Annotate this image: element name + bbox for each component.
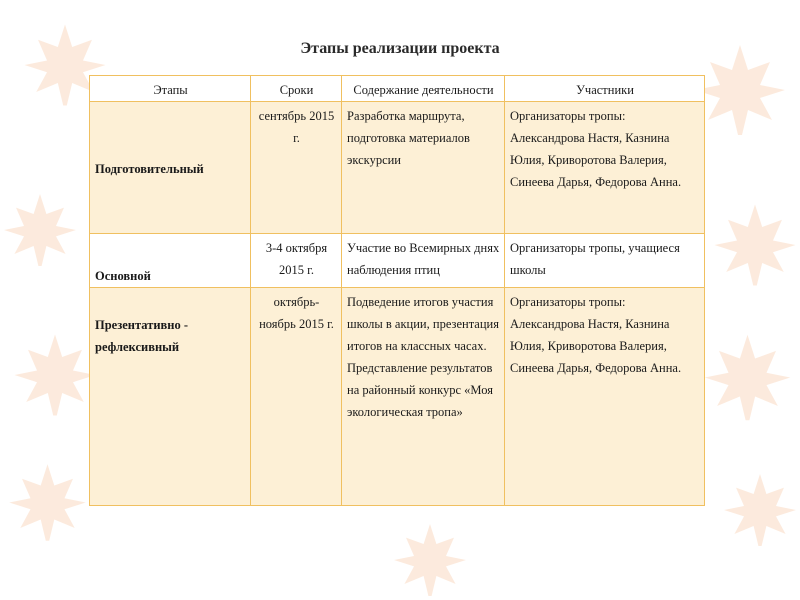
participants-cell: Организаторы тропы: Александрова Настя, Казнина Юлия, Криворотова Валерия, Синеева Дарья, Федорова Анна.	[505, 102, 705, 234]
content-cell: Разработка маршрута, подготовка материалов экскурсии	[342, 102, 505, 234]
header-stages: Этапы	[90, 76, 251, 102]
content-cell: Подведение итогов участия школы в акции, презентация итогов на классных часах. Представление результатов на районный конкурс «Моя экологическая тропа»	[342, 288, 505, 506]
stage-cell: Подготовительный	[90, 102, 251, 234]
maple-leaf-icon	[710, 200, 800, 290]
table-row	[90, 288, 705, 506]
maple-leaf-icon	[720, 470, 800, 550]
maple-leaf-icon	[390, 520, 470, 600]
project-stages-table	[89, 75, 705, 506]
header-participants: Участники	[505, 76, 705, 102]
dates-cell: 3-4 октября 2015 г.	[251, 234, 342, 288]
participants-cell: Организаторы тропы, учащиеся школы	[505, 234, 705, 288]
stage-cell: Основной	[90, 234, 251, 288]
header-content: Содержание деятельности	[342, 76, 505, 102]
table-row	[90, 102, 705, 234]
participants-cell: Организаторы тропы: Александрова Настя, Казнина Юлия, Криворотова Валерия, Синеева Дарья, Федорова Анна.	[505, 288, 705, 506]
maple-leaf-icon	[0, 190, 80, 270]
dates-cell: октябрь-ноябрь 2015 г.	[251, 288, 342, 506]
table-header-row	[90, 76, 705, 102]
slide-title: Этапы реализации проекта	[300, 40, 500, 57]
dates-cell: сентябрь 2015 г.	[251, 102, 342, 234]
content-cell: Участие во Всемирных днях наблюдения птиц	[342, 234, 505, 288]
maple-leaf-icon	[700, 330, 795, 425]
stage-cell: Презентативно - рефлексивный	[90, 288, 251, 506]
header-dates: Сроки	[251, 76, 342, 102]
maple-leaf-icon	[5, 460, 90, 545]
table-row	[90, 234, 705, 288]
maple-leaf-icon	[10, 330, 100, 420]
